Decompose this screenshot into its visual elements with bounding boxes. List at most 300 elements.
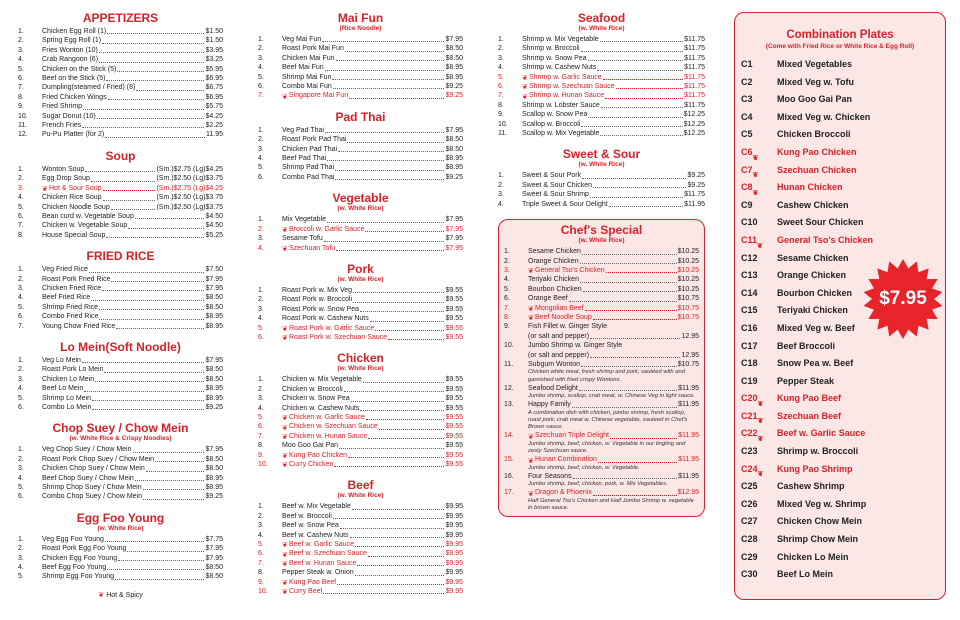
item-price: (Sm.)$2.50 (Lg)$3.75 [156,194,223,202]
leader-dots [118,560,204,561]
combo-item [741,390,939,408]
leader-dots [322,41,444,42]
item-name: Shrimp w. Hunan Sauce [529,92,605,100]
menu-item [258,460,463,469]
item-number: 8. [258,569,264,577]
item-price: $8.95 [445,64,463,72]
combo-code: C25 [741,481,758,492]
item-name: Shrimp w. Garlic Sauce [529,73,602,81]
menu-item [504,431,699,440]
item-price: (Sm.)$2.50 (Lg)$3.75 [156,203,223,211]
menu-item [258,91,463,100]
item-list [18,356,223,412]
item-name: Sweet & Sour Chicken [522,181,593,189]
item-price: $5.95 [205,65,223,73]
leader-dots [351,401,445,402]
item-list [258,286,463,342]
leader-dots [581,126,682,127]
item-name: Hunan Combination [535,456,597,464]
menu-item [258,63,463,72]
menu-item [504,275,699,284]
combo-name: Hunan Chicken [777,182,843,193]
leader-dots [582,178,686,179]
menu-item [498,35,705,44]
section-subtitle: (w. White Rice) [97,524,144,532]
item-number: 4. [258,315,264,323]
item-price: $1.50 [205,28,223,35]
item-list [258,35,463,101]
menu-item [18,74,223,83]
hot-pepper-icon: ❦ [752,154,759,162]
hot-pepper-icon: ❦ [282,580,288,588]
menu-item [18,303,223,312]
item-name: Roast Pork w. Broccoli [282,296,353,304]
combo-name: Shrimp Chow Mein [777,534,858,545]
item-number: 2. [18,455,24,463]
item-number: 5. [258,164,264,172]
combo-item [741,56,939,74]
leader-dots [357,565,444,566]
menu-section [258,111,463,182]
item-number: 9. [498,111,504,119]
leader-dots [332,79,444,80]
item-number: 9. [504,323,510,331]
item-number: 5. [18,573,24,581]
combo-code: C21 [741,410,758,421]
combo-name: Orange Chicken [777,270,847,281]
leader-dots [111,209,156,210]
item-price: $11.75 [684,54,705,62]
section-title: Chef's Special [560,223,643,238]
combo-code: C22 [741,428,758,439]
leader-dots [353,302,444,303]
item-price: $7.95 [205,554,223,562]
item-price: $7.50 [205,266,223,274]
item-price: $11.95 [678,432,699,440]
item-price: $5.25 [205,231,223,239]
item-name: Beef Mai Fun [282,64,324,72]
leader-dots [572,407,677,408]
item-price: $9.55 [445,432,463,440]
item-name: Sweet & Sour Pork [522,172,582,180]
combination-plates-box [734,12,946,600]
menu-item [258,314,463,323]
menu-item [504,341,699,350]
combo-item [741,531,939,549]
item-description: Jumbo shrimp, scallop, crab meat, w. Chinese Veg in light sauce. [528,393,696,400]
item-name: Szechuan Triple Delight [535,432,609,440]
combo-code: C4 [741,111,753,122]
item-price: $9.55 [445,442,463,450]
menu-item [258,531,463,540]
item-number: 11. [498,130,508,138]
item-name: Broccoli w. Garlic Sauce [289,225,365,233]
section-title: APPETIZERS [82,11,159,25]
leader-dots [103,190,156,191]
menu-section [18,341,223,412]
item-name: Chicken w. Hunan Sauce [289,432,368,440]
item-number: 6. [258,423,264,431]
leader-dots [102,290,204,291]
item-number: 1. [504,248,510,256]
leader-dots [99,319,204,320]
item-list [18,27,223,140]
item-number: 2. [258,225,264,233]
item-number: 7. [498,92,504,100]
item-number: 4. [504,276,510,284]
combo-item [741,513,939,531]
leader-dots [107,569,204,570]
item-price: $12.25 [683,130,705,138]
menu-item [498,44,705,53]
item-name: Beef w. Hunan Sauce [289,559,357,567]
item-name: Four Seasons [528,472,572,480]
item-number: 2. [18,37,24,45]
leader-dots [588,60,684,61]
item-number: 2. [258,136,264,144]
menu-section [258,192,463,253]
menu-item [18,184,223,193]
menu-item [18,474,223,483]
item-number: 4. [18,56,24,64]
section-title: Egg Foo Young [76,510,165,525]
hot-pepper-icon: ❦ [282,424,288,432]
menu-item [258,502,463,511]
combo-item [741,144,939,162]
menu-item [18,27,223,36]
item-price: $11.95 [678,401,699,409]
item-number: 5. [504,285,510,293]
item-name: Chicken Rice Soup [42,194,102,202]
combo-code: C20 [741,393,758,404]
item-name: Fish Fillet w. Ginger Style [528,323,607,331]
combo-name: Mixed Vegetables [777,59,853,69]
item-list [18,165,223,240]
leader-dots [135,218,205,219]
menu-item [504,266,699,275]
menu-item [258,441,463,450]
item-price: $12.95 [677,489,699,497]
leader-dots [82,127,204,128]
leader-dots [338,151,444,152]
item-number: 3. [18,375,24,383]
item-name: Shrimp w. Broccoli [522,45,580,53]
leader-dots [590,197,683,198]
combo-name: Pepper Steak [777,375,835,386]
section-subtitle: (w. White Rice) [578,237,625,245]
item-name: Spring Egg Roll (1) [42,37,102,45]
item-description: Half General Tso's Chicken and Half Jumbo Shrimp w. vegetable in brown sauce. [528,497,694,512]
combo-item [741,91,939,109]
menu-item [258,215,463,224]
leader-dots [106,237,204,238]
menu-item [18,174,223,183]
item-price: $7.95 [445,36,463,43]
item-name: Chicken Egg Roll (1) [42,28,107,35]
menu-item [18,554,223,563]
item-price: $8.50 [445,54,463,62]
item-price: 11.95 [206,131,223,139]
menu-item [258,540,463,549]
leader-dots [91,300,204,301]
menu-item [258,559,463,568]
item-price: $9.25 [205,493,223,501]
leader-dots [581,51,684,52]
leader-dots [590,332,680,339]
menu-item [18,284,223,293]
item-price: $5.75 [205,103,223,111]
menu-item [18,455,223,464]
item-name: Beef Pad Thai [282,155,327,163]
menu-item [18,275,223,284]
menu-item [504,304,699,313]
menu-item [18,365,223,374]
combo-code: C16 [741,322,758,333]
leader-dots [324,241,445,242]
menu-item [18,375,223,384]
item-number: 3. [258,235,264,243]
item-name: Szechuan Tofu [289,244,336,252]
item-number: 1. [258,36,264,43]
item-price: $9.55 [445,395,463,403]
item-name: Beef w. Garlic Sauce [289,541,354,549]
leader-dots [135,480,205,481]
item-number: 5. [258,541,264,549]
combo-item [741,373,939,391]
item-price: $9.55 [445,461,463,468]
item-name: Shrimp w. Szechuan Sauce [529,83,615,91]
item-name: Subgum Wonton [528,360,581,368]
item-price: $9.55 [445,376,463,384]
leader-dots [335,179,444,180]
item-name: Dragon & Phoenix [535,489,592,497]
item-price: $11.95 [684,200,705,208]
section-title: Vegetable [332,191,389,206]
item-price: $1.50 [205,37,223,45]
menu-item [504,488,699,497]
item-name: Curry Beef [289,588,323,596]
leader-dots [603,79,683,80]
combo-name: Kung Pao Chicken [777,146,857,157]
item-price: $8.95 [205,322,223,330]
leader-dots [370,321,445,322]
item-price: 12.95 [681,332,699,340]
combo-code: C28 [741,534,758,545]
leader-dots [143,499,204,500]
item-price: $9.55 [445,315,463,323]
item-price: $9.95 [445,541,463,549]
item-price: $9.25 [445,173,463,181]
menu-item [258,549,463,558]
section-subtitle: (Rice Noodle) [339,25,382,32]
item-number: 9. [258,578,264,586]
menu-item [498,82,705,91]
menu-item [18,102,223,111]
menu-item [18,212,223,221]
item-price: $8.50 [205,303,223,311]
leader-dots [333,88,445,89]
hot-pepper-icon: ❦ [98,591,105,599]
legend-text: Hot & Spicy [106,591,143,599]
leader-dots [115,579,204,580]
item-number: 6. [18,75,24,83]
menu-item [504,384,699,393]
combo-name: Kung Pao Shrimp [777,463,853,474]
item-number: 4. [18,294,24,302]
combo-item [741,214,939,232]
item-number: 3. [258,522,264,530]
item-price: $4.50 [205,222,223,230]
hot-pepper-icon: ❦ [282,542,288,550]
hot-pepper-icon: ❦ [757,242,763,250]
item-price: $8.95 [205,484,223,492]
combo-code: C15 [741,305,758,316]
item-number: 3. [498,54,504,62]
combo-code: C12 [741,252,758,263]
section-title: Lo Mein(Soft Noodle) [60,339,181,354]
item-number: 6. [258,83,264,91]
item-note: (or salt and pepper) [528,332,590,340]
item-price: $10.25 [677,276,699,284]
item-price: $10.25 [677,257,699,265]
leader-dots [606,272,677,273]
item-name: Beef on the Stick (5) [42,75,106,83]
item-description: A combination dish with chicken, jumbo shrimp, fresh scallop, roast pork, crab meat w. Chinese vegetable, sauteed in Chef's Brown sauce. [528,409,688,431]
hot-pepper-icon: ❦ [282,453,288,460]
leader-dots [360,410,444,411]
item-number: 1. [258,126,264,134]
item-price: $11.95 [678,384,699,392]
item-name: Kung Pao Chicken [289,451,347,459]
leader-dots [102,43,204,44]
item-note: (or salt and pepper) [528,351,590,359]
item-number: 5. [18,484,24,492]
item-name: Chicken w. Snow Pea [282,395,350,403]
menu-item [258,44,463,53]
combo-item [741,232,939,250]
menu-item [258,295,463,304]
item-number: 7. [258,559,264,567]
menu-column-1 [18,12,223,599]
item-number: 1. [18,28,24,35]
item-price: 12.95 [681,351,699,359]
item-price: $7.95 [445,216,463,224]
item-price: $7.95 [205,356,223,364]
leader-dots [336,60,445,61]
menu-item [498,110,705,119]
menu-item [258,173,463,182]
hot-pepper-icon: ❦ [522,75,528,83]
item-name: Chicken Mai Fun [282,54,335,62]
item-number: 6. [18,313,24,321]
item-number: 4. [18,385,24,393]
item-name: Shrimp w. Mix Vegetable [522,36,599,43]
item-name: Chicken w. Garlic Sauce [289,413,365,421]
combo-code: C2 [741,76,753,87]
item-name: Chicken w. Mix Vegetable [282,376,362,384]
combo-name: Beef Lo Mein [777,569,834,580]
leader-dots [104,372,204,373]
item-name: Chicken w. Vegetable Soup [42,222,128,230]
item-list [258,215,463,253]
leader-dots [146,471,205,472]
item-number: 2. [18,275,24,283]
menu-item [18,384,223,393]
section-subtitle: (w. White Rice) [578,161,625,169]
leader-dots [583,291,677,292]
item-price: $9.55 [445,413,463,421]
menu-item [18,55,223,64]
item-name: Roast Pork Pad Thai [282,136,347,144]
combo-code: C9 [741,199,753,210]
item-name: Chicken Pad Thai [282,145,338,153]
item-name: Chicken w. Cashew Nuts [282,404,360,412]
menu-item [18,121,223,130]
item-number: 6. [258,550,264,558]
menu-item [498,73,705,82]
item-number: 1. [18,535,24,543]
menu-item [498,200,705,209]
item-number: 5. [18,203,24,211]
item-number: 6. [258,173,264,181]
combo-subtitle: (Come with Fried Rice or White Rice & Egg Roll) [765,43,915,50]
item-price: $8.50 [205,455,223,463]
menu-item [18,193,223,202]
combo-code: C29 [741,551,758,562]
hot-pepper-icon: ❦ [757,400,764,408]
combo-name: Szechuan Chicken [777,164,857,175]
hot-pepper-icon: ❦ [282,561,288,569]
hot-pepper-icon: ❦ [282,415,288,423]
item-name: Pu-Pu Platter (for 2) [42,131,105,139]
item-number: 4. [498,200,504,208]
item-price: $10.75 [677,295,699,303]
item-description: Jumbo shrimp, beef, chicken, w. Vegetable. [528,464,640,471]
item-number: 6. [18,493,24,501]
leader-dots [155,461,204,462]
leader-dots [92,409,204,410]
leader-dots [107,33,204,34]
menu-item [18,483,223,492]
combo-name: Sesame Chicken [777,252,849,263]
leader-dots [360,311,444,312]
leader-dots [143,489,205,490]
leader-dots [588,117,682,118]
item-price: $9.95 [445,569,463,577]
leader-dots [335,170,444,171]
item-list [498,35,705,138]
menu-item [498,54,705,63]
item-name: Orange Beef [528,295,568,303]
combo-item [741,338,939,356]
leader-dots [581,366,677,367]
menu-item [498,181,705,190]
item-name: Roast Pork Egg Foo Young [42,545,127,553]
leader-dots [333,518,445,519]
item-name: Sweet & Sour Shrimp [522,191,589,199]
menu-item [504,294,699,303]
menu-section [498,12,705,138]
item-price: $11.75 [684,36,705,43]
item-price: $7.95 [205,446,223,454]
item-number: 2. [258,512,264,520]
item-name: Chicken w. Szechuan Sauce [289,423,378,431]
leader-dots [345,51,445,52]
leader-dots [616,88,684,89]
menu-item [258,234,463,243]
combo-code: C10 [741,217,758,228]
menu-column-3 [498,12,705,517]
